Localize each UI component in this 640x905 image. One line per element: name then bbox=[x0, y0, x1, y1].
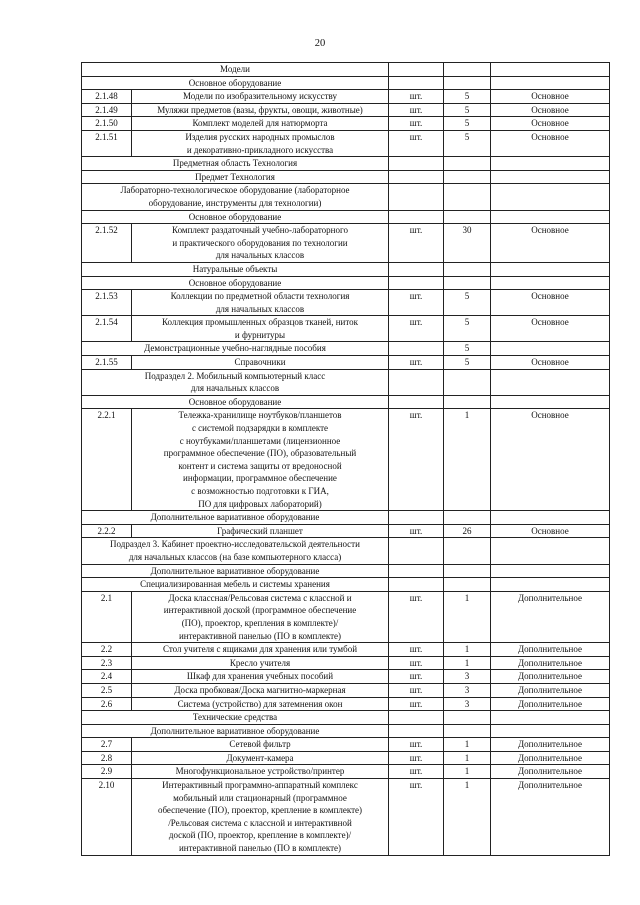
quantity-cell bbox=[444, 369, 491, 395]
table-row bbox=[82, 290, 610, 316]
unit-cell bbox=[389, 210, 444, 224]
item-number: 2.5 bbox=[82, 683, 132, 697]
item-number: 2.2.2 bbox=[82, 524, 132, 538]
type-cell: Основное bbox=[491, 130, 610, 156]
item-name: Графический планшет bbox=[132, 524, 389, 538]
item-name: Шкаф для хранения учебных пособий bbox=[132, 670, 389, 684]
quantity-cell: 5 bbox=[444, 103, 491, 117]
item-number: 2.1.48 bbox=[82, 90, 132, 104]
section-row bbox=[82, 578, 610, 592]
item-name: Тележка-хранилище ноутбуков/планшетов с системой подзарядки в комплекте с ноутбуками/планшетами (лицензионное программное обеспечение (ПО), образовательный контент и система защиты от вредоносной информации, программное обеспечение с возможностью подготовки к ГИА, ПО для цифровых лабораторий) bbox=[132, 409, 389, 511]
unit-cell: шт. bbox=[389, 670, 444, 684]
table-row bbox=[82, 103, 610, 117]
table-row bbox=[82, 697, 610, 711]
section-title: Основное оборудование bbox=[82, 210, 389, 224]
quantity-cell bbox=[444, 564, 491, 578]
section-title: Дополнительное вариативное оборудование bbox=[82, 724, 389, 738]
type-cell: Дополнительное bbox=[491, 751, 610, 765]
quantity-cell: 5 bbox=[444, 356, 491, 370]
item-name: Доска классная/Рельсовая система с классной и интерактивной доской (программное обеспечение (ПО), проектор, крепления в комплекте)/ интерактивной панелью (ПО в комплекте) bbox=[132, 591, 389, 642]
table-row bbox=[82, 409, 610, 511]
quantity-cell: 3 bbox=[444, 670, 491, 684]
section-row bbox=[82, 157, 610, 171]
quantity-cell: 1 bbox=[444, 751, 491, 765]
item-name: Комплект моделей для натюрморта bbox=[132, 117, 389, 131]
item-name: Система (устройство) для затемнения окон bbox=[132, 697, 389, 711]
page-number: 20 bbox=[314, 38, 326, 49]
section-title: Предметная область Технология bbox=[82, 157, 389, 171]
item-name: Кресло учителя bbox=[132, 656, 389, 670]
section-row bbox=[82, 210, 610, 224]
quantity-cell bbox=[444, 724, 491, 738]
type-cell: Дополнительное bbox=[491, 591, 610, 642]
type-cell bbox=[491, 578, 610, 592]
section-title: Дополнительное вариативное оборудование bbox=[82, 564, 389, 578]
section-title: Предмет Технология bbox=[82, 170, 389, 184]
table-row bbox=[82, 683, 610, 697]
type-cell bbox=[491, 564, 610, 578]
unit-cell: шт. bbox=[389, 656, 444, 670]
quantity-cell: 5 bbox=[444, 342, 491, 356]
type-cell bbox=[491, 369, 610, 395]
type-cell bbox=[491, 724, 610, 738]
quantity-cell bbox=[444, 63, 491, 77]
type-cell: Основное bbox=[491, 316, 610, 342]
item-name: Интерактивный программно-аппаратный комплекс мобильный или стационарный (программное обеспечение (ПО), проектор, крепление в комплекте) /Рельсовая система с классной и интерактивной доской (ПО, проектор, крепление в комплекте)/ интерактивной панелью (ПО в комплекте) bbox=[132, 779, 389, 856]
type-cell bbox=[491, 76, 610, 90]
quantity-cell bbox=[444, 262, 491, 276]
quantity-cell: 1 bbox=[444, 656, 491, 670]
type-cell bbox=[491, 63, 610, 77]
section-title: Подраздел 3. Кабинет проектно-исследовательской деятельности для начальных классов (на базе компьютерного класса) bbox=[82, 538, 389, 564]
section-row bbox=[82, 564, 610, 578]
unit-cell: шт. bbox=[389, 524, 444, 538]
type-cell: Основное bbox=[491, 356, 610, 370]
unit-cell bbox=[389, 184, 444, 210]
unit-cell bbox=[389, 342, 444, 356]
section-row bbox=[82, 538, 610, 564]
item-name: Сетевой фильтр bbox=[132, 738, 389, 752]
table-row bbox=[82, 656, 610, 670]
quantity-cell: 1 bbox=[444, 409, 491, 511]
section-title: Специализированная мебель и системы хранения bbox=[82, 578, 389, 592]
section-title: Подраздел 2. Мобильный компьютерный класс для начальных классов bbox=[82, 369, 389, 395]
item-name: Модели по изобразительному искусству bbox=[132, 90, 389, 104]
item-number: 2.1.52 bbox=[82, 224, 132, 263]
item-number: 2.1.49 bbox=[82, 103, 132, 117]
quantity-cell: 30 bbox=[444, 224, 491, 263]
section-row bbox=[82, 184, 610, 210]
table-row bbox=[82, 524, 610, 538]
type-cell: Дополнительное bbox=[491, 765, 610, 779]
item-number: 2.1.50 bbox=[82, 117, 132, 131]
equipment-table bbox=[81, 62, 610, 856]
unit-cell: шт. bbox=[389, 697, 444, 711]
item-name: Доска пробковая/Доска магнитно-маркерная bbox=[132, 683, 389, 697]
quantity-cell: 3 bbox=[444, 683, 491, 697]
quantity-cell bbox=[444, 184, 491, 210]
quantity-cell: 1 bbox=[444, 765, 491, 779]
type-cell: Дополнительное bbox=[491, 738, 610, 752]
unit-cell: шт. bbox=[389, 356, 444, 370]
unit-cell: шт. bbox=[389, 316, 444, 342]
section-title: Натуральные объекты bbox=[82, 262, 389, 276]
quantity-cell: 1 bbox=[444, 779, 491, 856]
unit-cell: шт. bbox=[389, 765, 444, 779]
unit-cell bbox=[389, 724, 444, 738]
type-cell bbox=[491, 262, 610, 276]
table-row bbox=[82, 751, 610, 765]
section-row bbox=[82, 63, 610, 77]
unit-cell: шт. bbox=[389, 90, 444, 104]
section-title: Основное оборудование bbox=[82, 76, 389, 90]
section-row bbox=[82, 170, 610, 184]
type-cell bbox=[491, 170, 610, 184]
item-number: 2.8 bbox=[82, 751, 132, 765]
section-row bbox=[82, 369, 610, 395]
quantity-cell bbox=[444, 395, 491, 409]
unit-cell: шт. bbox=[389, 779, 444, 856]
section-title: Дополнительное вариативное оборудование bbox=[82, 511, 389, 525]
unit-cell: шт. bbox=[389, 643, 444, 657]
item-number: 2.2 bbox=[82, 643, 132, 657]
type-cell: Дополнительное bbox=[491, 779, 610, 856]
unit-cell bbox=[389, 564, 444, 578]
unit-cell bbox=[389, 578, 444, 592]
item-name: Коллекция промышленных образцов тканей, ниток и фурнитуры bbox=[132, 316, 389, 342]
quantity-cell: 3 bbox=[444, 697, 491, 711]
item-number: 2.3 bbox=[82, 656, 132, 670]
table-row bbox=[82, 117, 610, 131]
type-cell: Основное bbox=[491, 524, 610, 538]
table-row bbox=[82, 591, 610, 642]
quantity-cell: 1 bbox=[444, 738, 491, 752]
item-number: 2.1.55 bbox=[82, 356, 132, 370]
unit-cell bbox=[389, 63, 444, 77]
type-cell: Основное bbox=[491, 117, 610, 131]
unit-cell bbox=[389, 276, 444, 290]
section-title: Технические средства bbox=[82, 711, 389, 725]
type-cell: Дополнительное bbox=[491, 643, 610, 657]
item-name: Коллекции по предметной области технология для начальных классов bbox=[132, 290, 389, 316]
section-row bbox=[82, 711, 610, 725]
quantity-cell bbox=[444, 157, 491, 171]
item-number: 2.7 bbox=[82, 738, 132, 752]
section-row bbox=[82, 724, 610, 738]
item-name: Документ-камера bbox=[132, 751, 389, 765]
table-row bbox=[82, 224, 610, 263]
unit-cell: шт. bbox=[389, 683, 444, 697]
quantity-cell: 5 bbox=[444, 130, 491, 156]
unit-cell bbox=[389, 395, 444, 409]
section-row bbox=[82, 276, 610, 290]
unit-cell bbox=[389, 511, 444, 525]
type-cell: Дополнительное bbox=[491, 683, 610, 697]
unit-cell bbox=[389, 369, 444, 395]
type-cell: Основное bbox=[491, 409, 610, 511]
unit-cell bbox=[389, 170, 444, 184]
unit-cell bbox=[389, 76, 444, 90]
unit-cell bbox=[389, 711, 444, 725]
type-cell bbox=[491, 538, 610, 564]
item-name: Изделия русских народных промыслов и декоративно-прикладного искусства bbox=[132, 130, 389, 156]
section-title: Лабораторно-технологическое оборудование (лабораторное оборудование, инструменты для технологии) bbox=[82, 184, 389, 210]
quantity-cell: 1 bbox=[444, 591, 491, 642]
item-name: Комплект раздаточный учебно-лабораторного и практического оборудования по технологии для начальных классов bbox=[132, 224, 389, 263]
section-title: Модели bbox=[82, 63, 389, 77]
unit-cell: шт. bbox=[389, 751, 444, 765]
item-name: Многофункциональное устройство/принтер bbox=[132, 765, 389, 779]
table-row bbox=[82, 779, 610, 856]
section-title: Основное оборудование bbox=[82, 276, 389, 290]
table-row bbox=[82, 643, 610, 657]
type-cell bbox=[491, 711, 610, 725]
type-cell: Основное bbox=[491, 103, 610, 117]
quantity-cell bbox=[444, 538, 491, 564]
item-number: 2.10 bbox=[82, 779, 132, 856]
quantity-cell bbox=[444, 711, 491, 725]
unit-cell: шт. bbox=[389, 117, 444, 131]
quantity-cell bbox=[444, 210, 491, 224]
section-row bbox=[82, 395, 610, 409]
quantity-cell: 5 bbox=[444, 90, 491, 104]
type-cell bbox=[491, 342, 610, 356]
section-row bbox=[82, 342, 610, 356]
item-number: 2.1.51 bbox=[82, 130, 132, 156]
quantity-cell: 5 bbox=[444, 117, 491, 131]
type-cell bbox=[491, 210, 610, 224]
type-cell bbox=[491, 184, 610, 210]
unit-cell bbox=[389, 262, 444, 276]
section-title: Основное оборудование bbox=[82, 395, 389, 409]
quantity-cell: 5 bbox=[444, 290, 491, 316]
unit-cell: шт. bbox=[389, 738, 444, 752]
type-cell bbox=[491, 157, 610, 171]
type-cell: Основное bbox=[491, 224, 610, 263]
item-number: 2.2.1 bbox=[82, 409, 132, 511]
quantity-cell bbox=[444, 76, 491, 90]
type-cell bbox=[491, 276, 610, 290]
item-name: Справочники bbox=[132, 356, 389, 370]
table-row bbox=[82, 765, 610, 779]
table-row bbox=[82, 316, 610, 342]
type-cell: Основное bbox=[491, 290, 610, 316]
item-number: 2.1 bbox=[82, 591, 132, 642]
item-name: Муляжи предметов (вазы, фрукты, овощи, животные) bbox=[132, 103, 389, 117]
type-cell: Основное bbox=[491, 90, 610, 104]
type-cell: Дополнительное bbox=[491, 656, 610, 670]
item-number: 2.6 bbox=[82, 697, 132, 711]
section-row bbox=[82, 76, 610, 90]
table-row bbox=[82, 356, 610, 370]
table-row bbox=[82, 738, 610, 752]
type-cell bbox=[491, 511, 610, 525]
item-number: 2.1.53 bbox=[82, 290, 132, 316]
item-number: 2.1.54 bbox=[82, 316, 132, 342]
table-row bbox=[82, 670, 610, 684]
type-cell: Дополнительное bbox=[491, 697, 610, 711]
unit-cell: шт. bbox=[389, 130, 444, 156]
quantity-cell bbox=[444, 276, 491, 290]
table-row bbox=[82, 90, 610, 104]
quantity-cell bbox=[444, 170, 491, 184]
unit-cell: шт. bbox=[389, 224, 444, 263]
type-cell bbox=[491, 395, 610, 409]
quantity-cell: 1 bbox=[444, 643, 491, 657]
unit-cell: шт. bbox=[389, 591, 444, 642]
section-title: Демонстрационные учебно-наглядные пособия bbox=[82, 342, 389, 356]
quantity-cell: 5 bbox=[444, 316, 491, 342]
equipment-table-body bbox=[82, 63, 610, 856]
quantity-cell bbox=[444, 511, 491, 525]
unit-cell bbox=[389, 157, 444, 171]
item-number: 2.4 bbox=[82, 670, 132, 684]
quantity-cell bbox=[444, 578, 491, 592]
type-cell: Дополнительное bbox=[491, 670, 610, 684]
unit-cell: шт. bbox=[389, 103, 444, 117]
section-row bbox=[82, 511, 610, 525]
item-number: 2.9 bbox=[82, 765, 132, 779]
section-row bbox=[82, 262, 610, 276]
table-row bbox=[82, 130, 610, 156]
unit-cell: шт. bbox=[389, 290, 444, 316]
unit-cell: шт. bbox=[389, 409, 444, 511]
item-name: Стол учителя с ящиками для хранения или тумбой bbox=[132, 643, 389, 657]
unit-cell bbox=[389, 538, 444, 564]
quantity-cell: 26 bbox=[444, 524, 491, 538]
